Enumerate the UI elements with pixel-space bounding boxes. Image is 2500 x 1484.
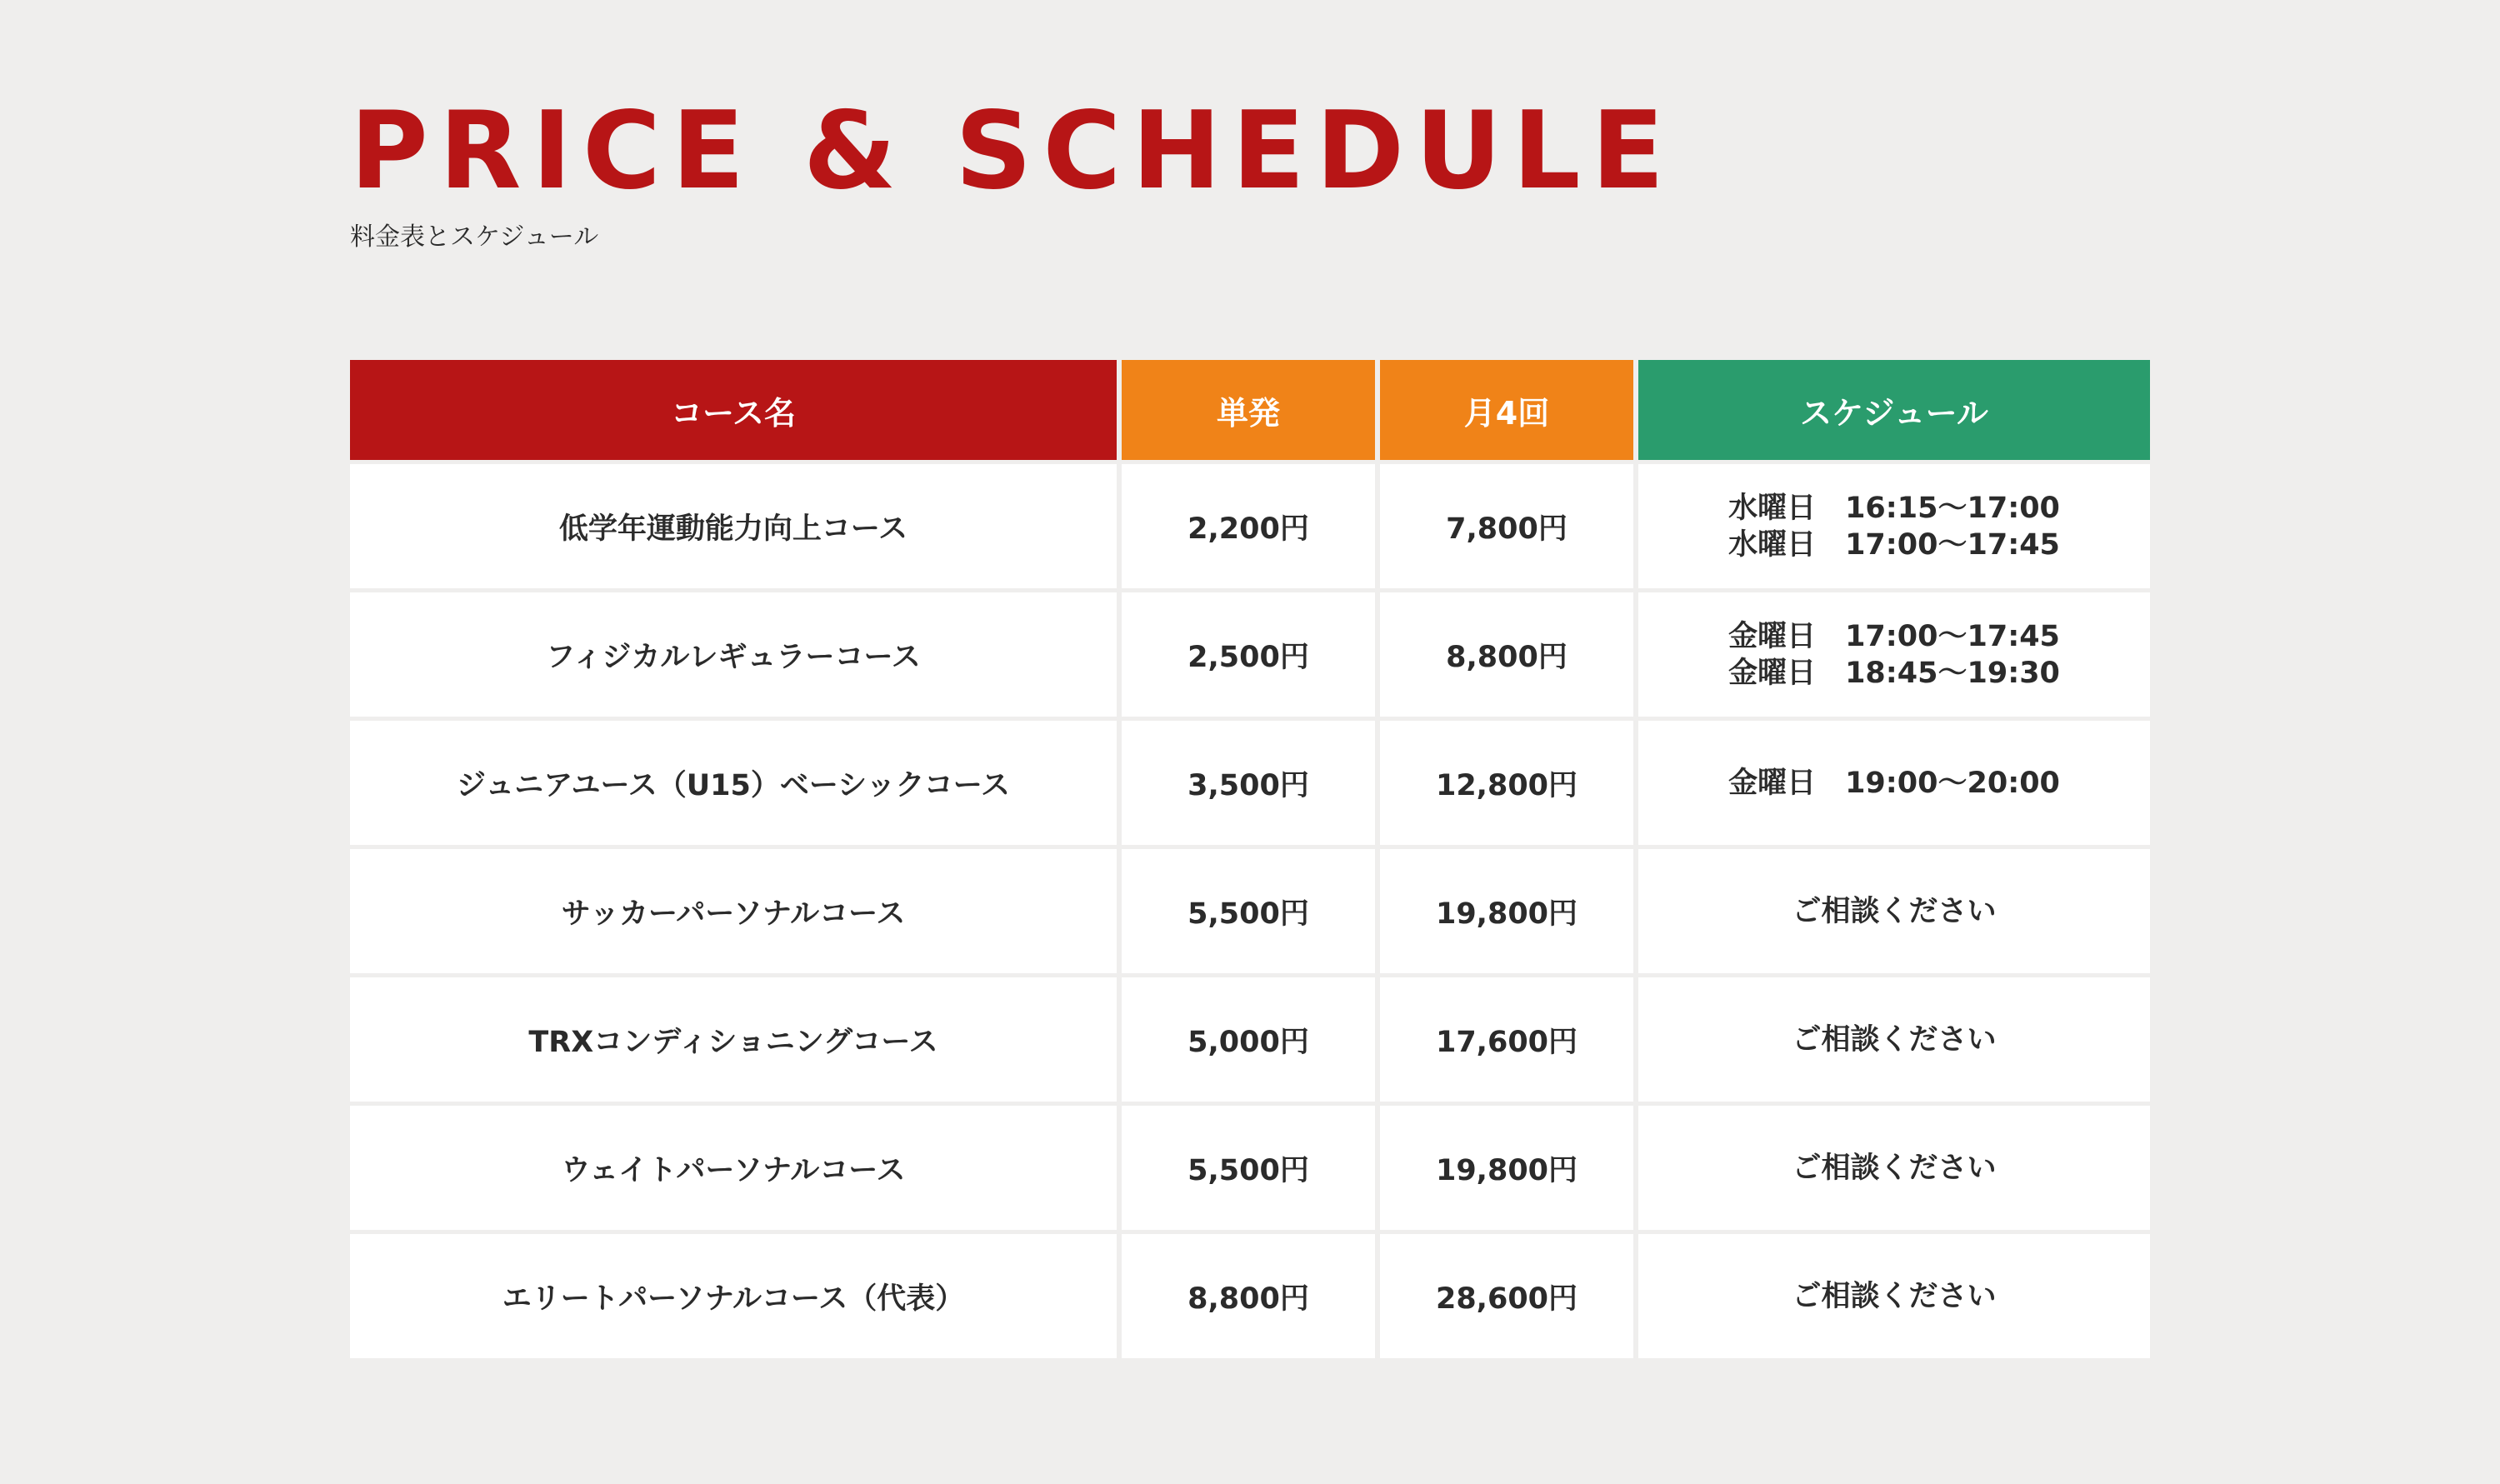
price-schedule-table: [350, 360, 2150, 1358]
course-name-cell: ウェイトパーソナルコース: [350, 1102, 1122, 1230]
course-name-cell: TRXコンディショニングコース: [350, 973, 1122, 1102]
column-header-single: 単発: [1122, 360, 1380, 460]
column-header-monthly: 月4回: [1380, 360, 1638, 460]
page-subtitle: 料金表とスケジュール: [350, 222, 599, 252]
schedule-line: 金曜日 17:00〜17:45: [1728, 619, 2060, 653]
schedule-line: ご相談ください: [1792, 1279, 1997, 1313]
monthly-price-cell: 19,800円: [1380, 1102, 1638, 1230]
table-row: [350, 460, 2150, 588]
table-row: [350, 717, 2150, 845]
schedule-line: ご相談ください: [1792, 1022, 1997, 1057]
monthly-price-cell: 19,800円: [1380, 845, 1638, 973]
monthly-price-cell: 12,800円: [1380, 717, 1638, 845]
monthly-price-cell: 28,600円: [1380, 1230, 1638, 1358]
single-price-cell: 2,200円: [1122, 460, 1380, 588]
single-price-cell: 2,500円: [1122, 588, 1380, 717]
single-price-cell: 3,500円: [1122, 717, 1380, 845]
schedule-line: 水曜日 16:15〜17:00: [1728, 491, 2060, 525]
monthly-price-cell: 7,800円: [1380, 460, 1638, 588]
single-price-cell: 5,500円: [1122, 845, 1380, 973]
schedule-line: 金曜日 18:45〜19:30: [1728, 656, 2060, 690]
schedule-cell: [1638, 588, 2150, 717]
course-name-cell: 低学年運動能力向上コース: [350, 460, 1122, 588]
table-row: [350, 1230, 2150, 1358]
table-row: [350, 973, 2150, 1102]
table-row: [350, 845, 2150, 973]
schedule-cell: [1638, 460, 2150, 588]
schedule-line: ご相談ください: [1792, 894, 1997, 928]
single-price-cell: 5,500円: [1122, 1102, 1380, 1230]
course-name-cell: フィジカルレギュラーコース: [350, 588, 1122, 717]
column-header-schedule: スケジュール: [1638, 360, 2150, 460]
table-row: [350, 1102, 2150, 1230]
course-name-cell: サッカーパーソナルコース: [350, 845, 1122, 973]
schedule-cell: [1638, 845, 2150, 973]
schedule-cell: [1638, 717, 2150, 845]
schedule-line: ご相談ください: [1792, 1151, 1997, 1185]
course-name-cell: エリートパーソナルコース（代表）: [350, 1230, 1122, 1358]
monthly-price-cell: 8,800円: [1380, 588, 1638, 717]
page-title: PRICE & SCHEDULE: [350, 89, 1675, 213]
table-body: [350, 460, 2150, 1358]
table-header-row: [350, 360, 2150, 460]
page-heading: [350, 89, 1675, 252]
course-name-cell: ジュニアユース（U15）ベーシックコース: [350, 717, 1122, 845]
single-price-cell: 5,000円: [1122, 973, 1380, 1102]
table-header: [350, 360, 2150, 460]
schedule-cell: [1638, 1230, 2150, 1358]
column-header-course-name: コース名: [350, 360, 1122, 460]
schedule-line: 水曜日 17:00〜17:45: [1728, 527, 2060, 562]
table-row: [350, 588, 2150, 717]
schedule-line: 金曜日 19:00〜20:00: [1728, 766, 2060, 800]
schedule-cell: [1638, 1102, 2150, 1230]
monthly-price-cell: 17,600円: [1380, 973, 1638, 1102]
schedule-cell: [1638, 973, 2150, 1102]
single-price-cell: 8,800円: [1122, 1230, 1380, 1358]
